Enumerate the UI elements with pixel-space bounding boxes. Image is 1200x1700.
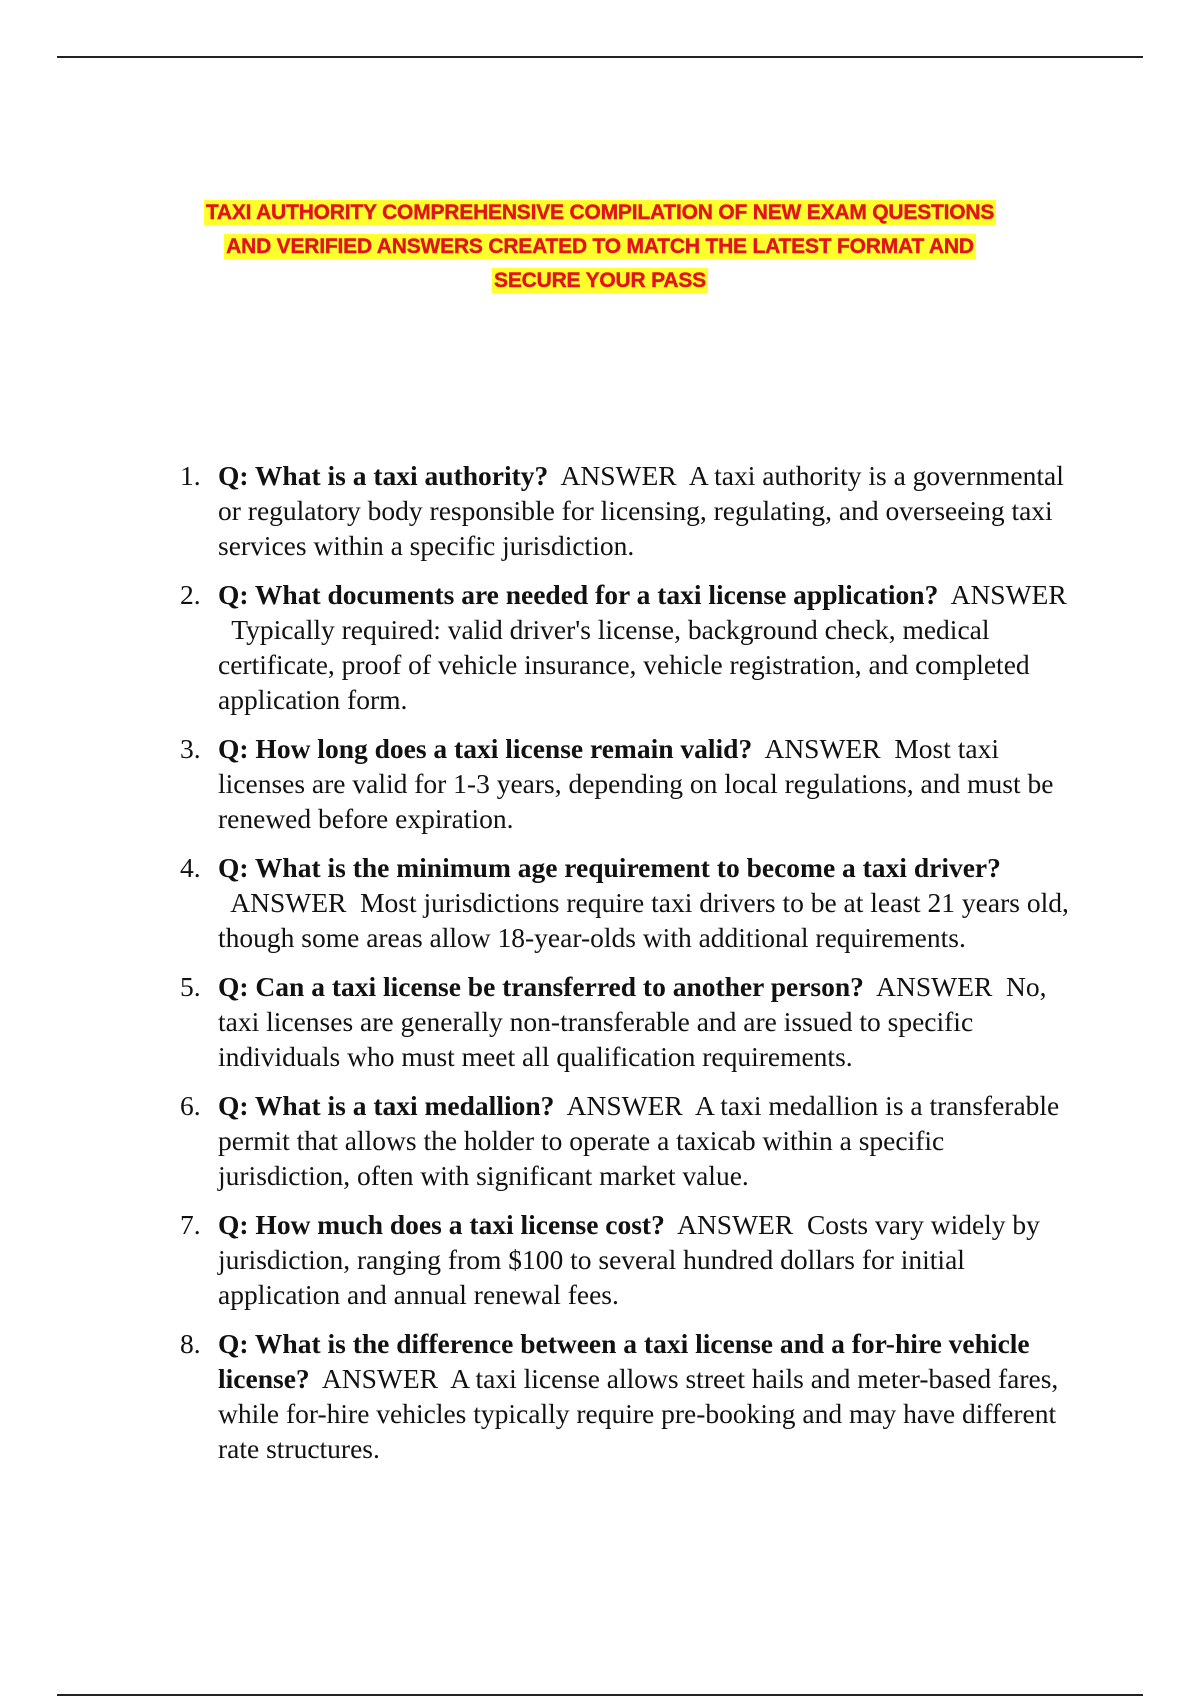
question-text: Q: What is a taxi authority? (218, 460, 549, 491)
question-item-1 (170, 458, 1070, 563)
question-item-5 (170, 969, 1070, 1074)
answer-text: A taxi license allows street hails and meter-based fares, while for-hire vehicles typically require pre-booking and may have different rate structures. (218, 1363, 1059, 1464)
question-item-8 (170, 1326, 1070, 1466)
question-item-6 (170, 1088, 1070, 1193)
answer-text: Typically required: valid driver's license, background check, medical certificate, proof of vehicle insurance, vehicle registration, and completed application form. (218, 614, 1030, 715)
question-text: Q: Can a taxi license be transferred to another person? (218, 971, 864, 1002)
answer-text: Most taxi licenses are valid for 1-3 years, depending on local regulations, and must be renewed before expiration. (218, 733, 1054, 834)
answer-label: ANSWER (677, 1209, 794, 1240)
title-line-2: AND VERIFIED ANSWERS CREATED TO MATCH THE LATEST FORMAT AND (226, 235, 974, 258)
question-number: 8. (180, 1328, 201, 1359)
question-item-3 (170, 731, 1070, 836)
question-number: 4. (180, 852, 201, 883)
question-number: 6. (180, 1090, 201, 1121)
answer-label: ANSWER (764, 733, 881, 764)
document-title (100, 196, 1100, 298)
question-item-7 (170, 1207, 1070, 1312)
question-item-4 (170, 850, 1070, 955)
answer-label: ANSWER (560, 460, 677, 491)
title-line-3: SECURE YOUR PASS (494, 269, 706, 292)
answer-text: Costs vary widely by jurisdiction, ranging from $100 to several hundred dollars for initial application and annual renewal fees. (218, 1209, 1040, 1310)
answer-text: No, taxi licenses are generally non-transferable and are issued to specific individuals who must meet all qualification requirements. (218, 971, 1047, 1072)
question-list (170, 458, 1070, 1480)
question-number: 3. (180, 733, 201, 764)
footer-rule (57, 1694, 1143, 1696)
question-number: 2. (180, 579, 201, 610)
question-text: Q: What is a taxi medallion? (218, 1090, 555, 1121)
title-line-1: TAXI AUTHORITY COMPREHENSIVE COMPILATION OF NEW EXAM QUESTIONS (205, 201, 995, 224)
answer-label: ANSWER (230, 887, 347, 918)
question-number: 7. (180, 1209, 201, 1240)
answer-text: A taxi authority is a governmental or regulatory body responsible for licensing, regulating, and overseeing taxi services within a specific jurisdiction. (218, 460, 1064, 561)
question-number: 1. (180, 460, 201, 491)
question-text: Q: How much does a taxi license cost? (218, 1209, 665, 1240)
question-text: Q: How long does a taxi license remain valid? (218, 733, 753, 764)
answer-text: A taxi medallion is a transferable permit that allows the holder to operate a taxicab within a specific jurisdiction, often with significant market value. (218, 1090, 1060, 1191)
answer-text: Most jurisdictions require taxi drivers to be at least 21 years old, though some areas allow 18-year-olds with additional requirements. (218, 887, 1069, 953)
question-item-2 (170, 577, 1070, 717)
answer-label: ANSWER (321, 1363, 439, 1394)
question-text: Q: What documents are needed for a taxi license application? (218, 579, 939, 610)
answer-label: ANSWER (950, 579, 1067, 610)
question-text: Q: What is the difference between a taxi license and a for-hire vehicle license? (218, 1328, 1030, 1394)
answer-label: ANSWER (566, 1090, 683, 1121)
question-number: 5. (180, 971, 201, 1002)
question-text: Q: What is the minimum age requirement to become a taxi driver? (218, 852, 1001, 883)
answer-label: ANSWER (876, 971, 993, 1002)
header-rule (57, 56, 1143, 58)
